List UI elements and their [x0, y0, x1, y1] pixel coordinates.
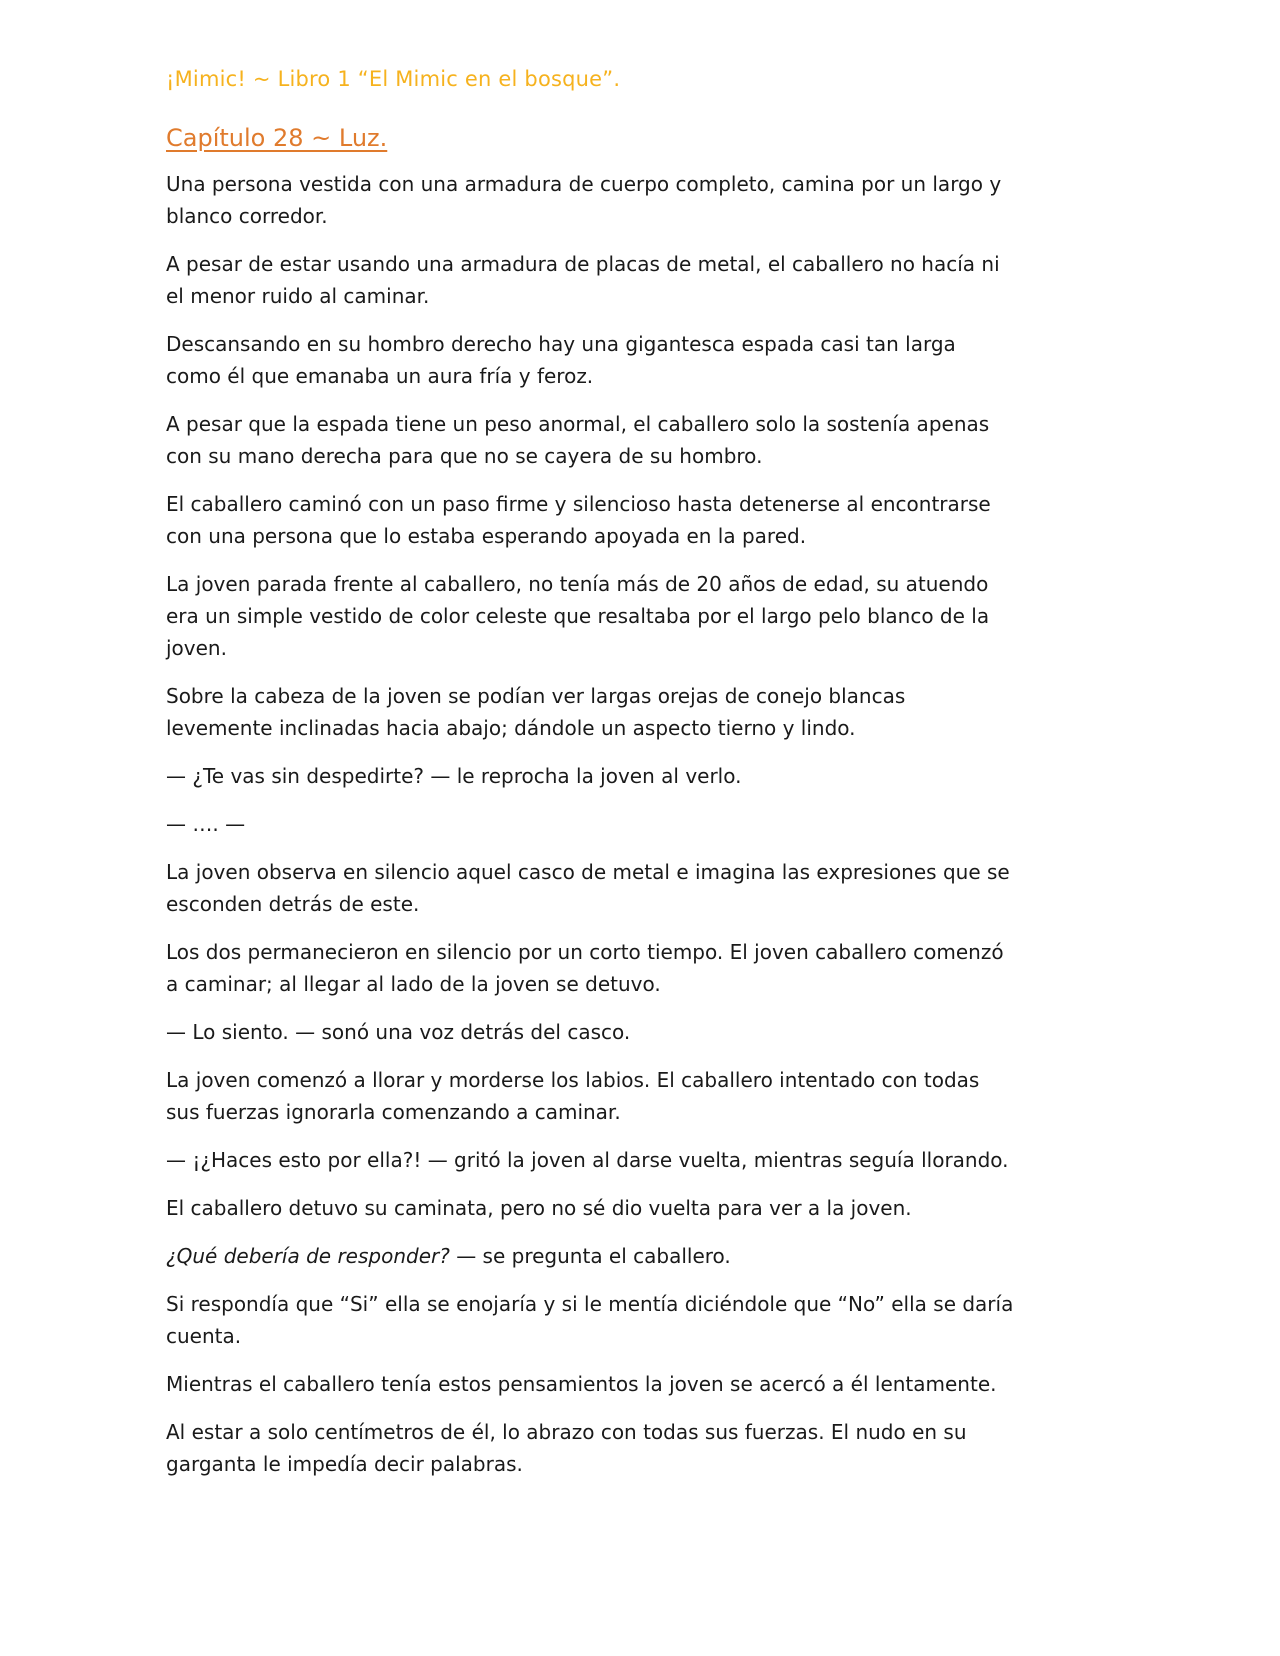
dialogue-line: — ¿Te vas sin despedirte? — le reprocha la joven al verlo. — [166, 764, 742, 789]
dialogue-line: — …. — — [166, 812, 246, 837]
page-content — [166, 66, 1016, 1496]
paragraph: La joven comenzó a llorar y morderse los labios. El caballero intentado con todas sus fuerzas ignorarla comenzando a caminar. — [166, 1068, 980, 1125]
paragraph: Descansando en su hombro derecho hay una gigantesca espada casi tan larga como él que emanaba un aura fría y feroz. — [166, 332, 956, 389]
paragraph: El caballero caminó con un paso firme y silencioso hasta detenerse al encontrarse con una persona que lo estaba esperando apoyada en la pared. — [166, 492, 991, 549]
paragraph: La joven parada frente al caballero, no tenía más de 20 años de edad, su atuendo era un simple vestido de color celeste que resaltaba por el largo pelo blanco de la joven. — [166, 572, 990, 661]
paragraph: Los dos permanecieron en silencio por un corto tiempo. El joven caballero comenzó a caminar; al llegar al lado de la joven se detuvo. — [166, 940, 1004, 997]
paragraph: La joven observa en silencio aquel casco de metal e imagina las expresiones que se esconden detrás de este. — [166, 860, 1010, 917]
thought-line — [166, 1240, 1016, 1272]
paragraph: A pesar que la espada tiene un peso anormal, el caballero solo la sostenía apenas con su mano derecha para que no se cayera de su hombro. — [166, 412, 990, 469]
thought-text: ¿Qué debería de responder? — [166, 1244, 450, 1269]
paragraph: A pesar de estar usando una armadura de placas de metal, el caballero no hacía ni el menor ruido al caminar. — [166, 252, 1000, 309]
paragraph: El caballero detuvo su caminata, pero no sé dio vuelta para ver a la joven. — [166, 1196, 912, 1221]
dialogue-line: — Lo siento. — sonó una voz detrás del casco. — [166, 1020, 631, 1045]
thought-attribution: — se pregunta el caballero. — [449, 1244, 731, 1269]
book-title-header: ¡Mimic! ~ Libro 1 “El Mimic en el bosque”. — [166, 67, 621, 91]
paragraph: Si respondía que “Si” ella se enojaría y si le mentía diciéndole que “No” ella se daría cuenta. — [166, 1292, 1014, 1349]
paragraph: Sobre la cabeza de la joven se podían ver largas orejas de conejo blancas levemente inclinadas hacia abajo; dándole un aspecto tierno y lindo. — [166, 684, 906, 741]
dialogue-line: — ¡¿Haces esto por ella?! — gritó la joven al darse vuelta, mientras seguía llorando. — [166, 1148, 1009, 1173]
paragraph: Al estar a solo centímetros de él, lo abrazo con todas sus fuerzas. El nudo en su garganta le impedía decir palabras. — [166, 1420, 967, 1477]
paragraph: Una persona vestida con una armadura de cuerpo completo, camina por un largo y blanco corredor. — [166, 172, 1002, 229]
chapter-title: Capítulo 28 ~ Luz. — [166, 124, 388, 153]
paragraph: Mientras el caballero tenía estos pensamientos la joven se acercó a él lentamente. — [166, 1372, 997, 1397]
